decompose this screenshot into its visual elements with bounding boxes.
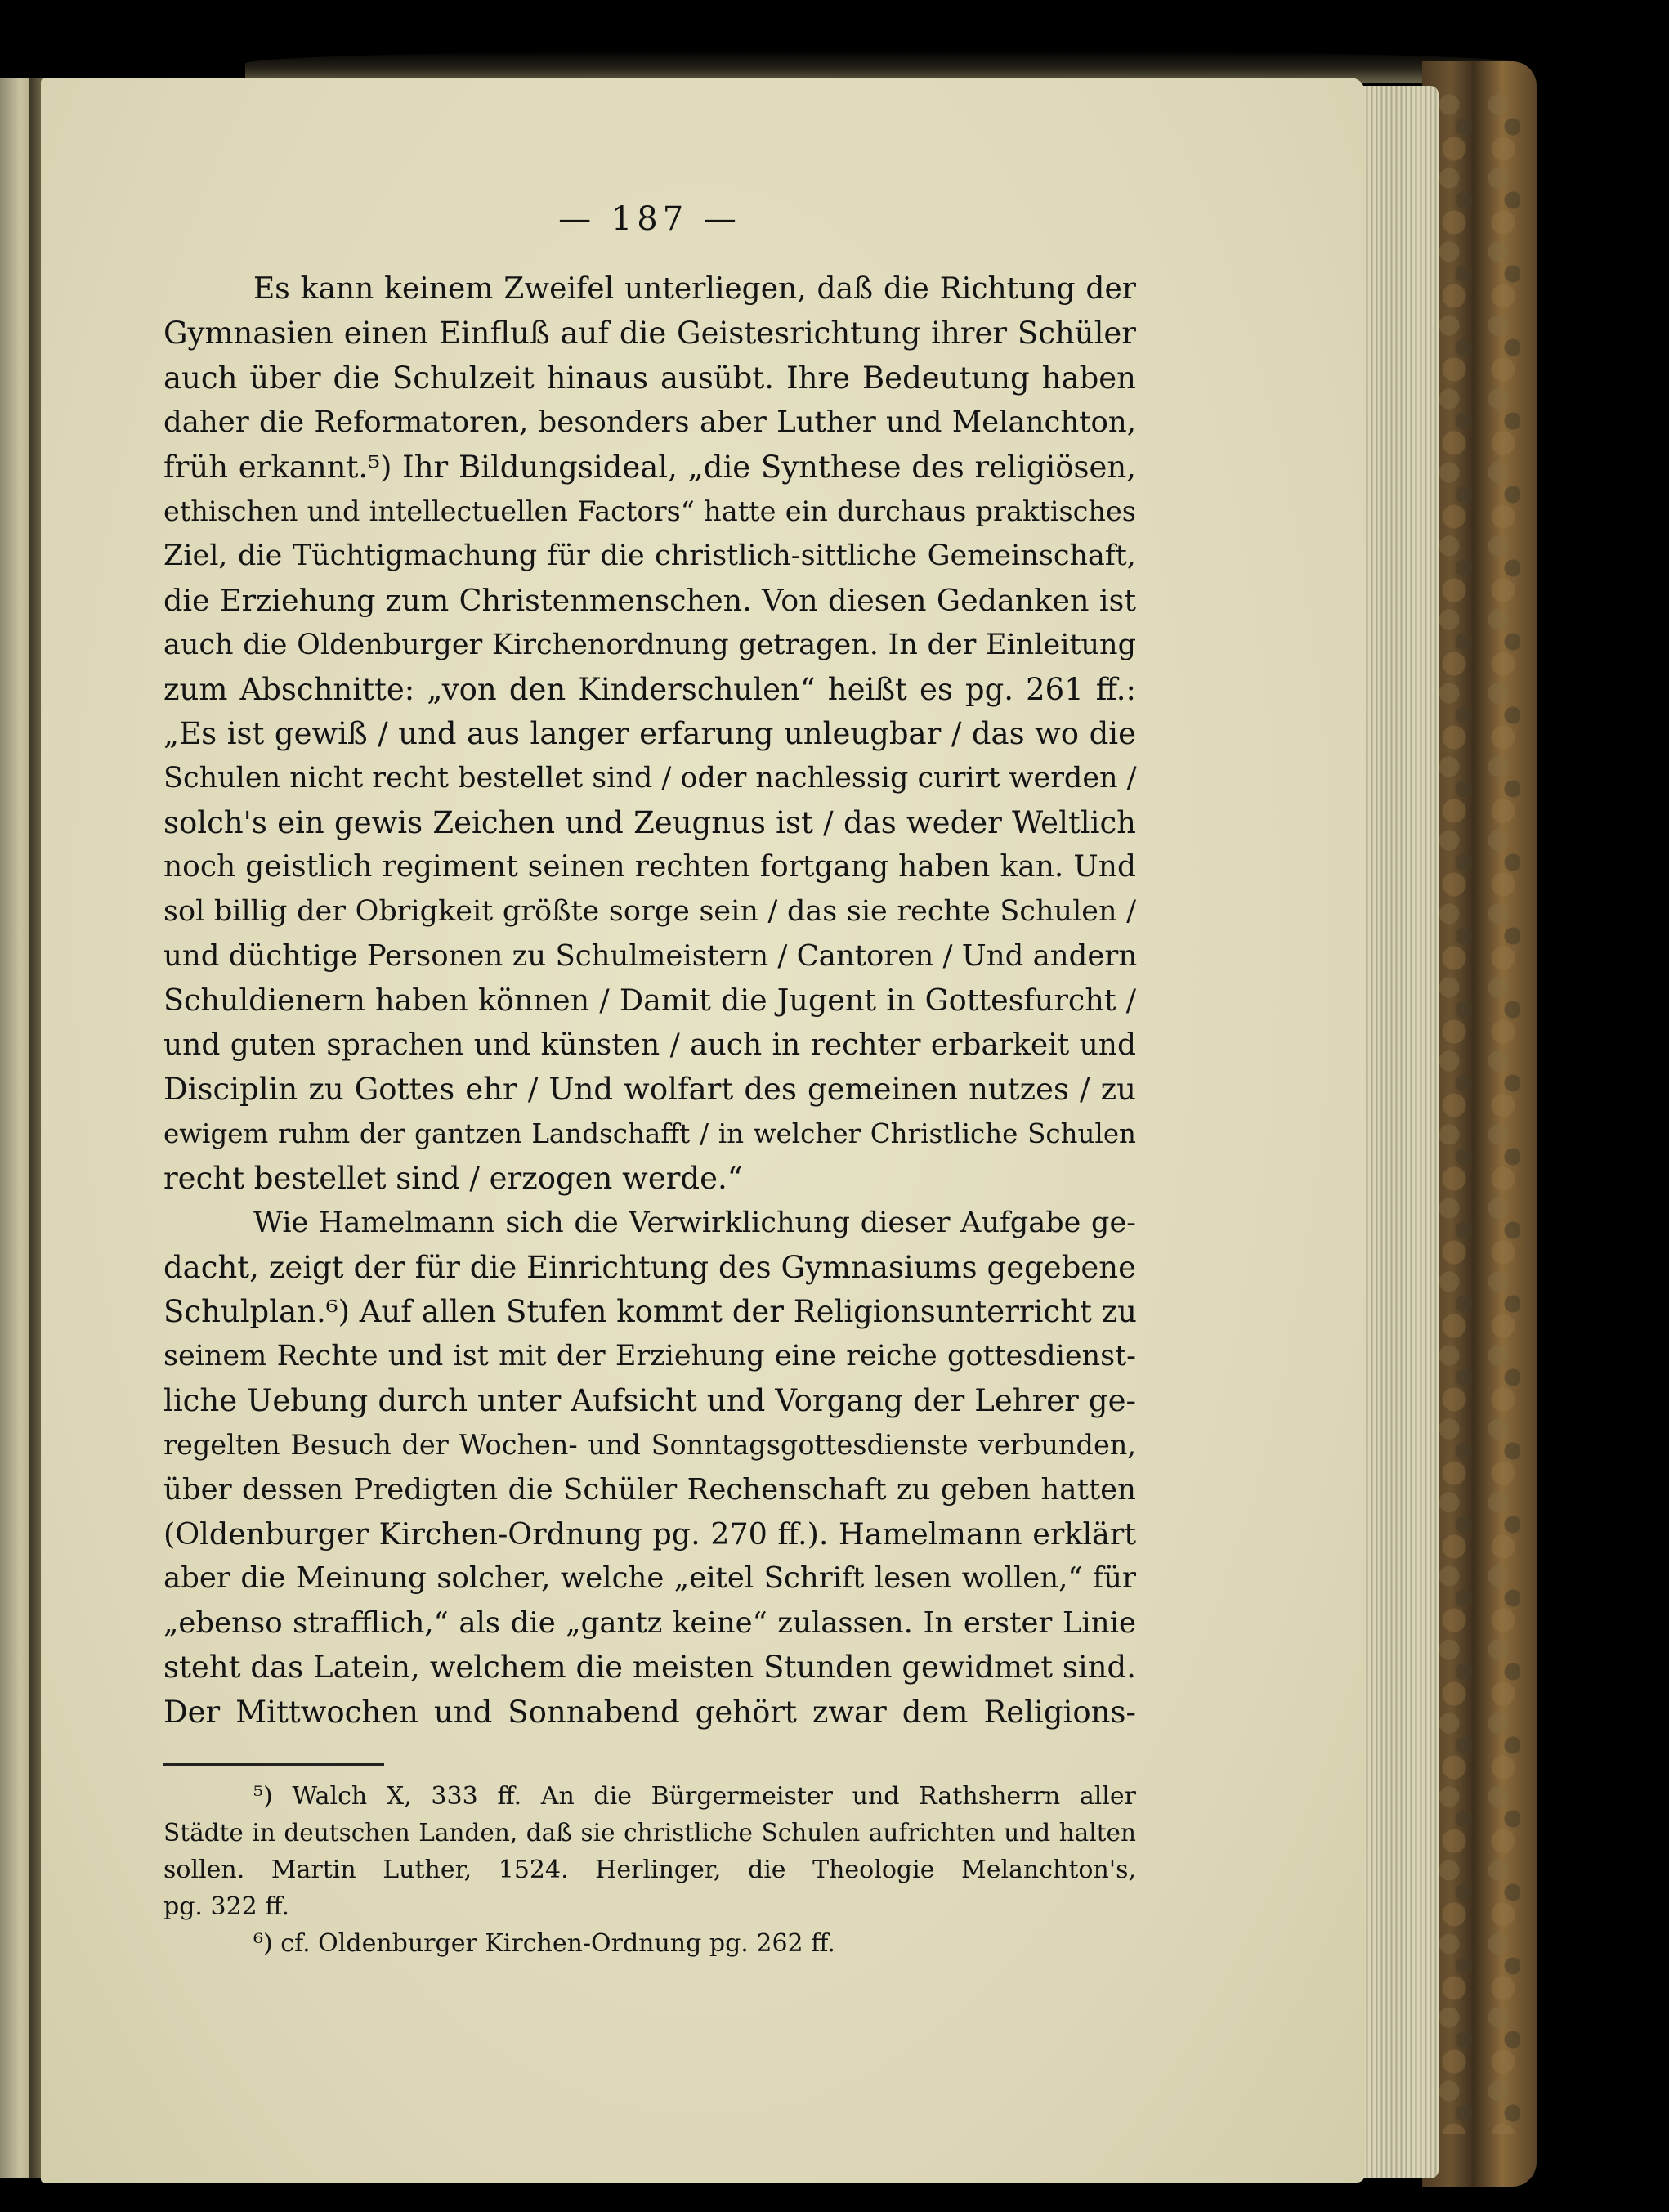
text-line: ewigem ruhm der gantzen Landschafft / in welcher Christliche Schulen — [163, 1118, 1136, 1150]
text-line: ethischen und intellectuellen Factors“ hatte ein durchaus praktisches — [163, 495, 1136, 527]
text-line: solch's ein gewis Zeichen und Zeugnus ist / das weder Weltlich — [163, 804, 1136, 840]
text-line: Es kann keinem Zweifel unterliegen, daß die Richtung der — [253, 272, 1136, 306]
footnote-line: sollen. Martin Luther, 1524. Herlinger, die Theologie Melanchton's, — [163, 1856, 1136, 1884]
text-line: Der Mittwochen und Sonnabend gehört zwar dem Religions- — [163, 1694, 1136, 1730]
paragraph-1 — [163, 267, 1136, 1201]
text-line: zum Abschnitte: „von den Kinderschulen“ heißt es pg. 261 ff.: — [163, 671, 1136, 707]
footnote-line: pg. 322 ff. — [163, 1892, 290, 1921]
text-line: Schuldienern haben können / Damit die Jugent in Gottesfurcht / — [163, 983, 1136, 1019]
footnote-line: Städte in deutschen Landen, daß sie christliche Schulen aufrichten und halten — [163, 1819, 1136, 1847]
footnote-divider — [163, 1763, 384, 1766]
text-line: aber die Meinung solcher, welche „eitel Schrift lesen wollen,“ für — [163, 1561, 1136, 1596]
footnote-line: ⁵) Walch X, 333 ff. An die Bürgermeister und Rathsherrn aller — [253, 1782, 1136, 1811]
text-line: noch geistlich regiment seinen rechten fortgang haben kan. Und — [163, 850, 1136, 884]
text-line: sol billig der Obrigkeit größte sorge sein / das sie rechte Schulen / — [163, 895, 1136, 929]
paragraph-2 — [163, 1201, 1136, 1735]
text-line: und guten sprachen und künsten / auch in rechter erbarkeit und — [163, 1028, 1136, 1062]
text-line: über dessen Predigten die Schüler Rechenschaft zu geben hatten — [163, 1472, 1136, 1507]
text-line: und düchtige Personen zu Schulmeistern / Cantoren / Und andern — [163, 938, 1138, 973]
text-line: dacht, zeigt der für die Einrichtung des Gymnasiums gegebene — [163, 1249, 1136, 1285]
footnote-6 — [163, 1925, 1136, 1962]
text-line: (Oldenburger Kirchen-Ordnung pg. 270 ff.). Hamelmann erklärt — [163, 1516, 1136, 1552]
text-line: daher die Reformatoren, besonders aber Luther und Melanchton, — [163, 405, 1136, 440]
text-line: Disciplin zu Gottes ehr / Und wolfart des gemeinen nutzes / zu — [163, 1072, 1136, 1108]
text-line: früh erkannt.⁵) Ihr Bildungsideal, „die Synthese des religiösen, — [163, 449, 1136, 485]
text-line: steht das Latein, welchem die meisten Stunden gewidmet sind. — [163, 1650, 1136, 1686]
body-text — [163, 267, 1136, 1735]
footnote-line: ⁶) cf. Oldenburger Kirchen-Ordnung pg. 262 ff. — [253, 1929, 835, 1958]
text-line: seinem Rechte und ist mit der Erziehung eine reiche gottesdienst- — [163, 1340, 1136, 1373]
footnotes — [163, 1778, 1136, 1962]
text-line: auch über die Schulzeit hinaus ausübt. Ihre Bedeutung haben — [163, 360, 1136, 396]
text-line: liche Uebung durch unter Aufsicht und Vorgang der Lehrer ge- — [163, 1382, 1136, 1418]
text-line: Wie Hamelmann sich die Verwirklichung dieser Aufgabe ge- — [253, 1207, 1136, 1240]
text-line: Schulen nicht recht bestellet sind / oder nachlessig curirt werden / — [163, 762, 1137, 795]
text-line: die Erziehung zum Christenmenschen. Von diesen Gedanken ist — [163, 582, 1136, 618]
text-line: „Es ist gewiß / und aus langer erfarung unleugbar / das wo die — [163, 715, 1136, 751]
text-line: Gymnasien einen Einfluß auf die Geistesrichtung ihrer Schüler — [163, 316, 1136, 352]
page-number: — 187 — — [558, 200, 741, 238]
text-line: recht bestellet sind / erzogen werde.“ — [163, 1160, 743, 1196]
text-line: auch die Oldenburger Kirchenordnung getragen. In der Einleitung — [163, 629, 1136, 662]
marbled-cover-texture — [1434, 90, 1520, 2134]
footnote-5 — [163, 1778, 1136, 1925]
text-line: „ebenso strafflich,“ als die „gantz keine“ zulassen. In erster Linie — [163, 1605, 1136, 1640]
text-line: regelten Besuch der Wochen- und Sonntagsgottesdienste verbunden, — [163, 1429, 1136, 1462]
text-line: Schulplan.⁶) Auf allen Stufen kommt der Religionsunterricht zu — [163, 1293, 1137, 1329]
text-line: Ziel, die Tüchtigmachung für die christlich-sittliche Gemeinschaft, — [163, 540, 1136, 573]
